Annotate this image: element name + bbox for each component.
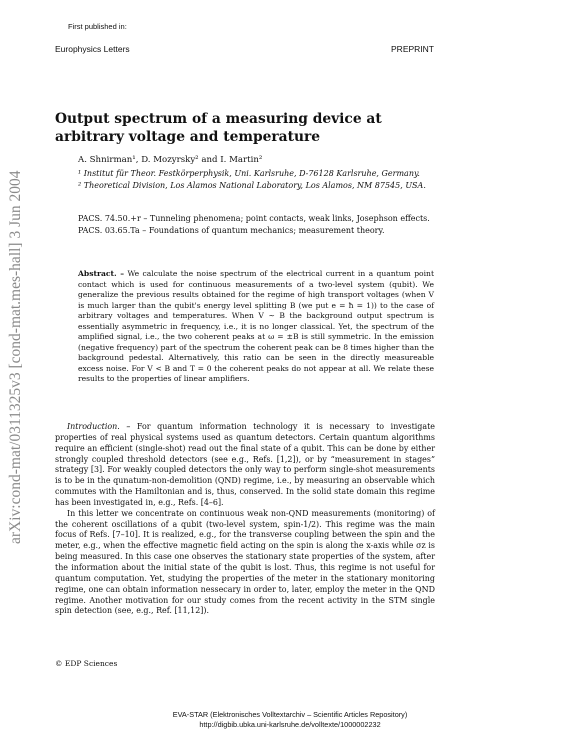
copyright-notice: © EDP Sciences: [55, 659, 118, 668]
affiliation-2: ² Theoretical Division, Los Alamos National Laboratory, Los Alamos, NM 87545, USA.: [78, 181, 426, 190]
paper-title: Output spectrum of a measuring device at arbitrary voltage and temperature: [55, 111, 382, 145]
journal-name: Europhysics Letters: [55, 44, 130, 54]
pacs-code-2: PACS. 03.65.Ta – Foundations of quantum mechanics; measurement theory.: [78, 226, 385, 235]
abstract-heading: Abstract. –: [78, 269, 125, 278]
repository-url[interactable]: http://digbib.ubka.uni-karlsruhe.de/volltexte/1000002232: [199, 719, 381, 729]
introduction-heading: Introduction. –: [67, 422, 131, 431]
affiliation-1: ¹ Institut für Theor. Festkörperphysik, Uni. Karlsruhe, D-76128 Karlsruhe, Germany.: [78, 169, 420, 178]
first-published-label: First published in:: [68, 22, 127, 31]
abstract: [78, 269, 434, 385]
preprint-label: PREPRINT: [391, 44, 434, 54]
body-text: [55, 422, 435, 617]
pacs-code-1: PACS. 74.50.+r – Tunneling phenomena; point contacts, weak links, Josephson effects.: [78, 214, 430, 223]
repository-footer: [140, 710, 440, 729]
intro-paragraph-1-text: For quantum information technology it is necessary to investigate properties of real physical systems used as quantum detectors. Certain quantum algorithms require an efficient (single-shot) read out the final state of a qubit. This can be done by either strongly coupled threshold detectors (see e.g., Refs. [1,2]), or by “measurement in stages” strategy [3]. For weakly coupled detectors the only way to perform single-shot measurements is to be in the qunatum-non-demolition (QND) regime, i.e., by measuring an observable which commutes with the Hamiltonian and is, thus, conserved. In the solid state domain this regime has been investigated in, e.g., Refs. [4–6].: [55, 422, 435, 507]
repository-name: EVA-STAR (Elektronisches Volltextarchiv – Scientific Articles Repository): [172, 710, 408, 719]
abstract-text: We calculate the noise spectrum of the electrical current in a quantum point contact which is used for continuous measurements of a two-level system (qubit). We generalize the previous results obtained for the regime of high transport voltages (when V is much larger than the qubit's energy level splitting B (we put e = ħ = 1)) to the case of arbitrary voltages and temperatures. When V ∼ B the background output spectrum is essentially asymmetric in frequency, i.e., it is no longer classical. Yet, the spectrum of the amplified signal, i.e., the two coherent peaks at ω = ±B is still symmetric. In the emission (negative frequency) part of the spectrum the coherent peak can be 8 times higher than the background pedestal. Alternatively, this ratio can be seen in the directly measureable excess noise. For V < B and T = 0 the coherent peaks do not appear at all. We relate these results to the properties of linear amplifiers.: [78, 269, 434, 384]
intro-paragraph-2: In this letter we concentrate on continuous weak non-QND measurements (monitoring) of the coherent oscillations of a qubit (two-level system, spin-1/2). This regime was the main focus of Refs. [7–10]. It is realized, e.g., for the transverse coupling between the spin and the meter, e.g., when the effective magnetic field acting on the spin is along the x-axis while σz is being measured. In this case one observes the stationary state properties of the system, after the information about the initial state of the qubit is lost. Thus, this regime is not useful for quantum computation. Yet, studying the properties of the meter in the stationary monitoring regime, one can obtain information nessecary in order to, later, employ the meter in the QND regime. Another motivation for our study comes from the recent activity in the STM single spin detection (see, e.g., Ref. [11,12]).: [55, 508, 435, 616]
arxiv-identifier-stamp[interactable]: arXiv:cond-mat/0311325v3 [cond-mat.mes-hall] 3 Jun 2004: [7, 170, 24, 544]
intro-paragraph-1: [55, 422, 435, 509]
author-list: A. Shnirman¹, D. Mozyrsky² and I. Martin²: [78, 155, 263, 165]
